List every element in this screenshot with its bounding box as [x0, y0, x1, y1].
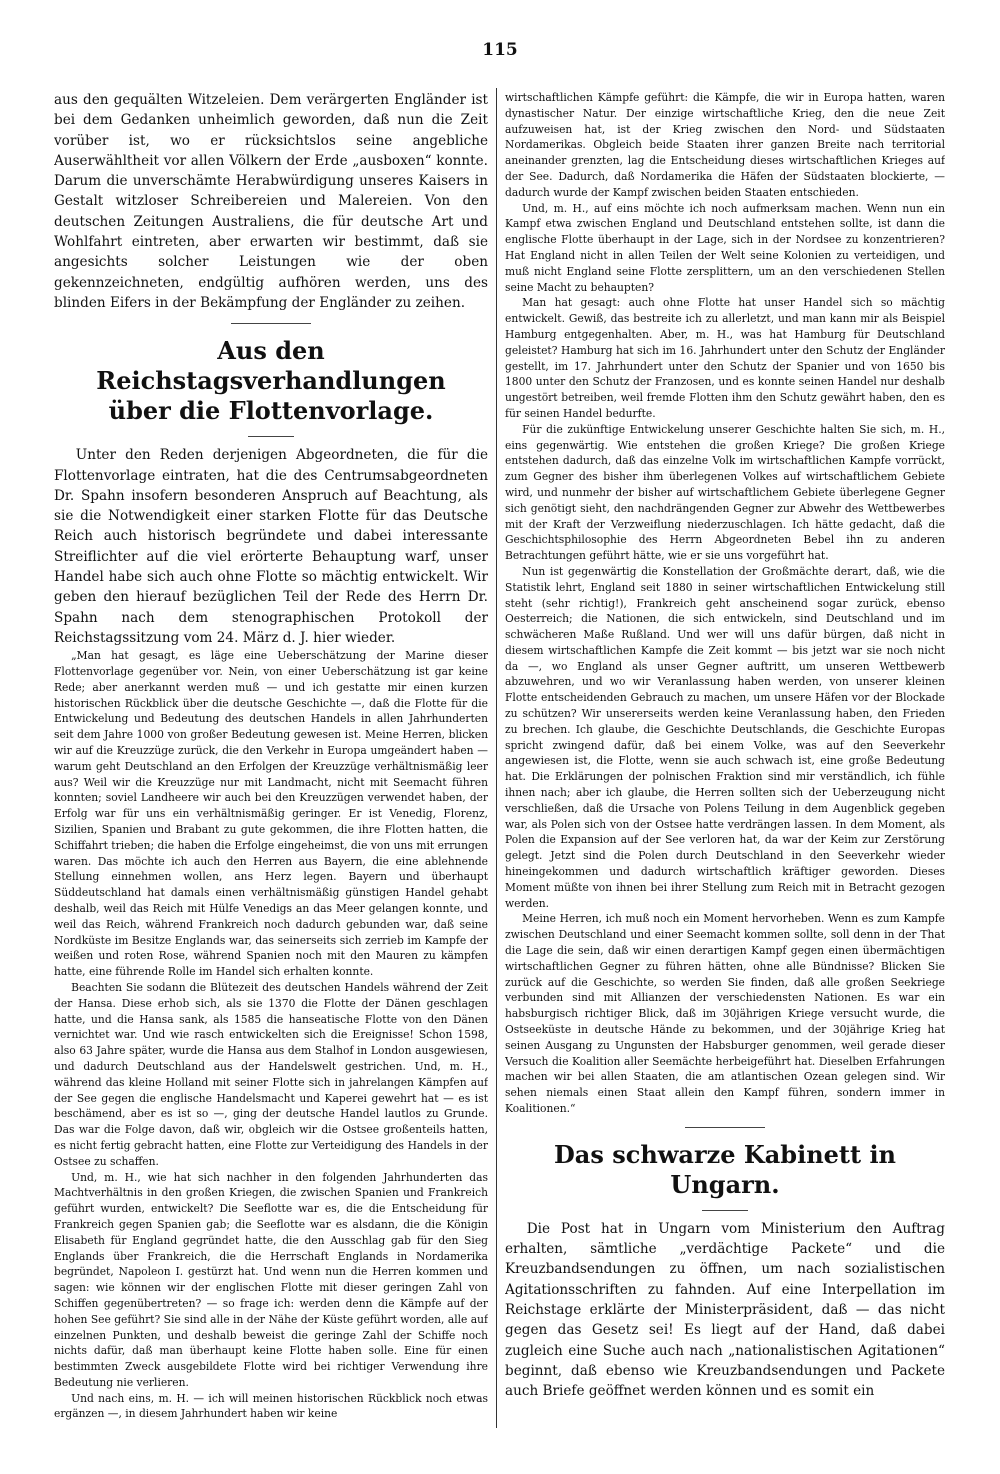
article-heading-line-1: Aus den Reichstagsverhandlungen: [96, 336, 446, 396]
article-paragraph: Die Post hat in Ungarn vom Ministerium den Auftrag erhalten, sämtliche „verdächtige Packete“ und die Kreuzbandsendungen zu öffnen, um nach sozialistischen Agitationsschriften zu fahnden. Auf eine Interpellation im Reichstage erklärte der Ministerpräsident, daß — das nicht gegen das Gesetz sei! Es liegt auf der Hand, daß dabei zugleich eine Suche auch nach „nationalistischen Agitationen“ beginnt, daß ebenso wie Kreuzbandsendungen und Packete auch Briefe geöffnet werden können und es somit ein: [505, 1220, 945, 1400]
speech-paragraph: Man hat gesagt: auch ohne Flotte hat unser Handel sich so mächtig entwickelt. Gewiß, das bestreite ich zu allerletzt, und man kann mir als Beispiel Hamburg entgegenhalten. Aber, m. H., was hat Hamburg für Deutschland geleistet? Hamburg hat sich im 16. Jahrhundert unter den Schutz der Engländer gestellt, im 17. Jahrhundert unter den Schutz der Spanier und von 1650 bis 1800 unter den Schutz der Franzosen, und es konnte seinen Handel nur deshalb ungestört betreiben, weil fremde Flotten ihm den Schutz gewährt haben, den es für seinen Handel bedurfte.: [505, 296, 945, 420]
article-heading-line-2: über die Flottenvorlage.: [108, 396, 434, 426]
section-divider: [685, 1127, 765, 1128]
heading-rule: [248, 436, 294, 437]
speech-paragraph: Und, m. H., wie hat sich nachher in den folgenden Jahrhunderten das Machtverhältnis in den großen Kriegen, die zwischen Spanien und Frankreich geführt wurden, entwickelt? Die Seeflotte war es, die die Entscheidung für Frankreich gegen Spanien gab; die Seeflotte war es alsdann, die die Königin Elisabeth für England gegründet hatte, die den Ausschlag gab für den Sieg Englands über Frankreich, die die Herrschaft Englands in Nordamerika begründet, Napoleon I. gestürzt hat. Und wenn nun die Herren kommen und sagen: wie können wir der englischen Flotte mit dieser geringen Zahl von Schiffen gegenübertreten? — so frage ich: werden denn die Kämpfe auf der hohen See geführt? Sie sind alle in der Nähe der Küste geführt worden, alle auf einzelnen Punkten, und deshalb beweist die geringe Zahl der Schiffe noch nichts dafür, daß man überhaupt keine Flotte haben solle. Eine für einen bestimmten Zweck ausgebildete Flotte wird bei richtiger Verwendung ihre Bedeutung nie verlieren.: [54, 1170, 488, 1389]
speech-paragraph: wirtschaftlichen Kämpfe geführt: die Kämpfe, die wir in Europa hatten, waren dynastischer Natur. Der einzige wirtschaftliche Krieg, den die neue Zeit aufzuweisen hat, ist der Krieg zwischen den Nord- und Südstaaten Nordamerikas. Obgleich beide Staaten ihrer ganzen Breite nach territorial aneinander grenzten, lag die Entscheidung dieses wirtschaftlichen Krieges auf der See. Dadurch, daß Nordamerika die Häfen der Südstaaten blockierte, — dadurch wurde der Kampf zwischen beiden Staaten entschieden.: [505, 91, 945, 199]
speech-paragraph: Beachten Sie sodann die Blütezeit des deutschen Handels während der Zeit der Hansa. Diese erhob sich, als sie 1370 die Flotte der Dänen geschlagen hatte, und die Hansa sank, als 1585 die hanseatische Flotte von den Dänen vernichtet war. Und wie rasch entwickelten sich die Ereignisse! Schon 1598, also 63 Jahre später, wurde die Hansa aus dem Stalhof in London ausgewiesen, und dadurch Deutschland aus der Handelswelt gestrichen. Und, m. H., während das kleine Holland mit seiner Flotte sich in jahrelangen Kämpfen auf der See gegen die englische Handelsmacht und Kaperei gewehrt hat — es ist beschämend, aber es ist so —, ging der deutsche Handel lautlos zu Grunde. Das war die Folge davon, daß wir, obgleich wir die Ostsee großenteils hatten, es nicht fertig gebracht hatten, eine Flotte zur Verteidigung des Handels in der Ostsee zu schaffen.: [54, 980, 488, 1168]
heading-rule: [702, 1210, 748, 1211]
left-column: [54, 90, 488, 1422]
right-column: [505, 90, 945, 1401]
section-divider: [231, 323, 311, 324]
speech-paragraph: Und, m. H., auf eins möchte ich noch aufmerksam machen. Wenn nun ein Kampf etwa zwischen England und Deutschland entstehen sollte, ist dann die englische Flotte überhaupt in der Lage, sich in der Nordsee zu konzentrieren? Hat England nicht in allen Teilen der Welt seine Kolonien zu verteidigen, und muß nicht England seine Flotte zersplittern, um an den verschiedenen Stellen seine Macht zu behaupten?: [505, 201, 945, 294]
speech-paragraph: „Man hat gesagt, es läge eine Ueberschätzung der Marine dieser Flottenvorlage gegenüber vor. Nein, von einer Ueberschätzung ist gar keine Rede; aber anerkannt werden muß — und ich gestatte mir einen kurzen historischen Rückblick über die deutsche Geschichte —, daß die Flotte für die Entwickelung und Bedeutung des deutschen Handels in allen Jahrhunderten seit dem Jahre 1000 von großer Bedeutung gewesen ist. Meine Herren, blicken wir auf die Kreuzzüge zurück, die den Verkehr in Europa umgeändert haben — warum geht Deutschland an den Erfolgen der Kreuzzüge verhältnismäßig leer aus? Weil wir die Kreuzzüge nur mit Landmacht, nicht mit Seemacht führen konnten; soviel Landheere wir auch bei den Kreuzzügen verwendet haben, der Erfolg war für uns ein verhältnismäßig geringer. Er ist Venedig, Florenz, Sizilien, Spanien und Brabant zu gute gekommen, die ihre Flotten hatten, die Schiffahrt trieben; die haben die Erfolge eingeheimst, die von uns mit errungen waren. Das möchte ich auch den Herren aus Bayern, die eine ablehnende Stellung einnehmen wollen, ans Herz legen. Bayern und überhaupt Süddeutschland hat damals einen verhältnismäßig günstigen Handel gehabt deshalb, weil das Reich mit Hülfe Venedigs an das Meer gelangen konnte, und weil das Reich, während Frankreich noch dadurch gebunden war, daß seine Nordküste im Besitze Englands war, das seinerseits sich zerrieb im Kampfe der weißen und roten Rose, während Spanien noch mit den Mauren zu kämpfen hatte, eine führende Rolle im Handel sich erhalten konnte.: [54, 649, 488, 979]
page-number: 115: [482, 40, 518, 60]
lead-paragraph: Unter den Reden derjenigen Abgeordneten, die für die Flottenvorlage eintraten, hat die des Centrumsabgeordneten Dr. Spahn insofern besonderen Anspruch auf Beachtung, als sie die Notwendigkeit einer starken Flotte für das Deutsche Reich auch historisch begründete und dabei interessante Streiflichter auf die viel erörterte Behauptung warf, unser Handel habe sich auch ohne Flotte so mächtig entwickelt. Wir geben den hierauf bezüglichen Teil der Rede des Herrn Dr. Spahn nach dem stenographischen Protokoll der Reichstagssitzung vom 24. März d. J. hier wieder.: [54, 447, 488, 646]
speech-paragraph: Für die zukünftige Entwickelung unserer Geschichte halten Sie sich, m. H., eins gegenwärtig. Wie entstehen die großen Kriege? Die großen Kriege entstehen dadurch, daß das einzelne Volk im wirtschaftlichen Kampfe vorrückt, zum Gegner des bisher ihm überlegenen Volkes auf wirtschaftlichem Gebiete wird, und nunmehr der bisher auf wirtschaftlichem Gebiete überlegene Gegner sich genötigt sieht, den nachdrängenden Gegner zur Abwehr des Wettbewerbes mit der Kraft der Verzweiflung niederzuschlagen. Ich hätte gedacht, daß die Geschichtsphilosophie des Herrn Abgeordneten Bebel ihn zu anderen Betrachtungen geführt hätte, wie er sie uns vorgeführt hat.: [505, 422, 945, 563]
speech-paragraph: Meine Herren, ich muß noch ein Moment hervorheben. Wenn es zum Kampfe zwischen Deutschland und einer Seemacht kommen sollte, soll denn in der That die Lage die sein, daß wir einen derartigen Kampf gegen einen übermächtigen wirtschaftlichen Gegner zu führen hätten, ohne alle Bündnisse? Blicken Sie zurück auf die Geschichte, so werden Sie finden, daß alle großen Seekriege verbunden sind mit Allianzen der verschiedensten Nationen. Es war ein habsburgisch richtiger Blick, daß im 30jährigen Kriege versucht wurde, die Ostseeküste in deutsche Hände zu bekommen, und der 30jährige Krieg hat seinen Ausgang zu Ungunsten der Habsburger genommen, weil gerade dieser Versuch die Koalition aller Seemächte herbeigeführt hat. Dieselben Erfahrungen machen wir bei allen Staaten, die am atlantischen Ozean gelegen sind. Wir sehen niemals einen Staat allein den Kampf führen, sondern immer in Koalitionen.“: [505, 912, 945, 1115]
second-article-heading: [505, 1140, 945, 1200]
intro-paragraph: aus den gequälten Witzeleien. Dem verärgerten Engländer ist bei dem Gedanken unheimlich geworden, daß nun die Zeit vorüber ist, wo er rücksichtslos seine angebliche Auserwähltheit vor allen Völkern der Erde „ausboxen“ konnte. Darum die unverschämte Herabwürdigung unseres Kaisers in Gestalt witzloser Schreibereien und Malereien. Von den deutschen Zeitungen Australiens, die für deutsche Art und Wohlfahrt eintreten, aber erwarten wir bestimmt, daß sie angesichts solcher Leistungen wie der oben gekennzeichneten, endgültig aufhören werden, uns des blinden Eifers in der Bekämpfung der Engländer zu zeihen.: [54, 92, 488, 311]
speech-paragraph: Und nach eins, m. H. — ich will meinen historischen Rückblick noch etwas ergänzen —, in diesem Jahrhundert haben wir keine: [54, 1391, 488, 1421]
speech-paragraph: Nun ist gegenwärtig die Konstellation der Großmächte derart, daß, wie die Statistik lehrt, England seit 1880 in seiner wirtschaftlichen Entwickelung still steht (sehr richtig!), Frankreich geht anscheinend sogar zurück, ebenso Oesterreich; die Nationen, die sich entwickeln, sind Deutschland und im schwächeren Maße Rußland. Und wer will uns dafür bürgen, daß nicht in diesem wirtschaftlichen Kampfe die Zeit kommt — bis jetzt war sie noch nicht da —, wo England als unser Gegner auftritt, um unseren Wettbewerb abzuwehren, und wo wir Veranlassung haben werden, von unserer kleinen Flotte entscheidenden Gebrauch zu machen, um unsere Häfen vor der Blockade zu schützen? Wir unsererseits werden keine Veranlassung haben, den Frieden zu brechen. Ich glaube, die Geschichte Deutschlands, die Geschichte Europas spricht zwingend dafür, daß bei einem Volke, was auf den Seeverkehr angewiesen ist, die Flotte, wenn sie auch schwach ist, eine große Bedeutung hat. Die Erklärungen der polnischen Fraktion sind mir verständlich, ich fühle ihnen nach; aber ich glaube, die Herren sollten sich der Ueberzeugung nicht verschließen, daß die Ursache von Polens Teilung in dem Augenblick gegeben war, als Polen sich von der Ostsee hatte verdrängen lassen. In dem Moment, als Polen die Expansion auf der See verloren hat, da war der Keim zur Zerstörung gelegt. Jetzt sind die Polen durch Deutschland in den Seeverkehr wieder hineingekommen und dadurch wirtschaftlich kräftiger geworden. Dieses Moment müßte von ihnen bei ihrer Stellung zum Reich mit in Betracht gezogen werden.: [505, 564, 945, 910]
article-heading: [54, 336, 488, 426]
column-divider: [496, 88, 497, 1428]
second-article-title: Das schwarze Kabinett in Ungarn.: [553, 1139, 897, 1199]
